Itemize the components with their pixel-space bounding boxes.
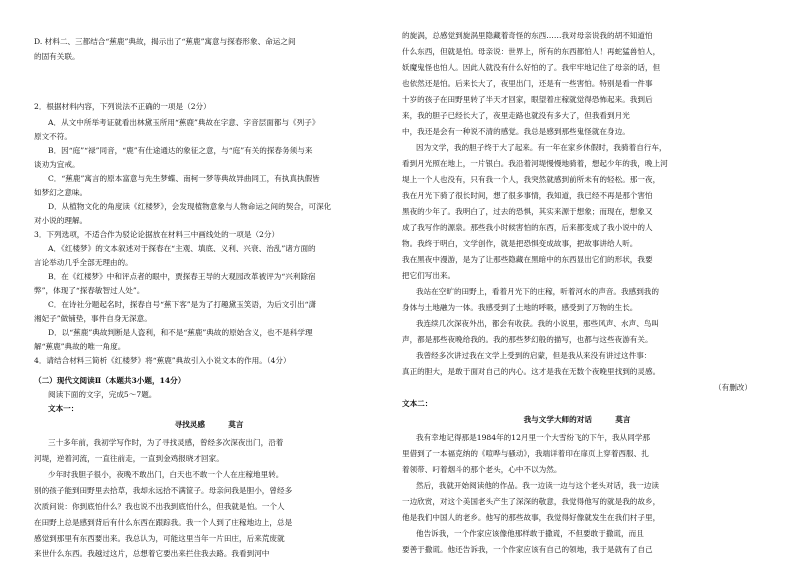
essay-cont-line-5: 十岁的孩子在田野里转了半天才回家，眼望着庄稼就觉得恐怖起来。我到后 xyxy=(402,95,653,104)
q1-option-d: D. 材料二、三都结合“蕉鹿”典故，揭示出了“蕉鹿”寓意与探春形象、命运之间 xyxy=(34,37,296,46)
q3-stem: 3．下列选项，不适合作为驳论论据放在材料三中画线处的一项是（2分） xyxy=(34,230,280,239)
essay-pa-line-3: 堤上一个人也没有，只有我一个人，我突然就感到前所未有的轻松。那一夜， xyxy=(402,175,661,184)
essay-cont-line-3: 妖魔鬼怪也怕人。因此人就没有什么好怕的了。我牢牢地记住了母亲的话，但 xyxy=(402,63,661,72)
essay-cont-line-1: 的旋涡，总感觉到旋涡里隐藏着奇怪的东西……我对母亲说我的胡不知道怕 xyxy=(402,31,653,40)
essay-pb-line-1: 我站在空旷的田野上，看着月光下的庄稼，听着河水的声音。我感到我的 xyxy=(416,287,659,296)
section-2-heading: （二）现代文阅读Ⅱ（本题共3小题，14分） xyxy=(34,376,186,385)
text2-title: 我与文学大师的对话 xyxy=(523,415,592,424)
q3-option-c-cont: 湘妃子”做铺垫，事件自身无深意。 xyxy=(34,314,152,323)
text2-title-line xyxy=(402,414,752,425)
essay-pa-line-4: 我在月光下骑了很长时间，想了很多事情，我知道，我已经不再是那个害怕 xyxy=(402,191,653,200)
q2-option-a: A．从文中所举考证就看出林黛玉所用“蕉鹿”典故在字意、字音层面都与《列子》 xyxy=(48,118,320,127)
q4-stem: 4．请结合材料三简析《红楼梦》将“蕉鹿”典故引入小说文本的作用。（4分） xyxy=(34,356,291,365)
essay-pa-line-2: 看到月光照在地上，一片银白。我沿着河堤慢慢地骑着，想起少年的我，晚上河 xyxy=(402,159,668,168)
q2-option-a-cont: 原文不符。 xyxy=(34,132,72,141)
q1-option-d-cont: 的固有关联。 xyxy=(34,52,80,61)
q3-option-d: D．以“蕉鹿”典故判断是人盗利，和不是“蕉鹿”典故的原始含义，也不是科学理 xyxy=(48,328,313,337)
essay-pa-line-8: 我在黑夜中漫游，是为了让那些隐藏在黑暗中的东西显出它们的形状，我要 xyxy=(402,255,653,264)
essay-p2-line-7: 来世什么东西。我越过这片，总想着它要出来拦住我去路。我看到河中 xyxy=(34,549,270,558)
q2-option-d: D．从植物文化的角度读《红楼梦》，会发现植物意象与人物命运之间的契合，可深化 xyxy=(48,202,332,211)
essay-pa-line-5: 黑夜的少年了。我明白了，过去的恐惧，其实来源于想象；而现在，想象又 xyxy=(402,207,653,216)
q3-option-a: A．《红楼梦》的文本叙述对于探春在“主观、填底、义利、兴衰、治乱”诸方面的 xyxy=(48,244,316,253)
essay-p2-line-2: 别的孩子能到田野里去拾草，我却永远拾不满筐子。母亲问我是胆小，曾经多 xyxy=(34,486,293,495)
essay-cont-line-6: 来，我的胆子已经长大了，夜里走路也就没有多大了，但我看到月光 xyxy=(402,111,630,120)
q3-option-c: C．在诗社分题起名时，探春自号“蕉下客”是为了打趣黛玉笑语，为后文引出“潇 xyxy=(48,300,317,309)
essay-pa-line-6: 成了我写作的源泉。那些我小时候害怕的东西，后来都变成了我小说中的人 xyxy=(402,223,653,232)
essay-pb-line-2: 身体与土地融为一体。我感受到了土地的呼吸，感受到了万物的生长。 xyxy=(402,303,638,312)
text1-label: 文本一： xyxy=(48,404,79,413)
q3-option-b-cont: 弊”，体现了“探春敏智过人处”。 xyxy=(34,286,145,295)
essay-title: 寻找灵感 xyxy=(174,420,205,429)
essay-p2-line-4: 在田野上总是感到背后有什么东西在跟踪我。我一个人到了庄稼地边上，总是 xyxy=(34,518,293,527)
q2-option-d-cont: 对小说的理解。 xyxy=(34,216,88,225)
essay-pa-line-7: 物。我终于明白，文学创作，就是把恐惧变成故事，把故事讲给人听。 xyxy=(402,239,638,248)
q2-option-c: C．“蕉鹿”寓言的原本富意与先生梦蝶、南柯一梦等典故异曲同工，有执真执假皆 xyxy=(48,174,320,183)
essay-pc-line-1: 我连续几次深夜外出，都会有收获。我的小说里，那些风声、水声、鸟叫 xyxy=(416,319,659,328)
text2-p1-line-2: 里借到了一本福克纳的《喧哗与骚动》，我端详着印在扉页上穿着西服、扎 xyxy=(402,449,649,458)
q3-option-d-cont: 解“蕉鹿”典故的唯一角度。 xyxy=(34,342,126,351)
q2-stem: 2．根据材料内容，下列说法不正确的一项是（2分） xyxy=(34,102,211,111)
essay-pd-line-2: 真正的胆大，是敢于面对自己的内心。这才是我在无数个夜晚里找到的灵感。 xyxy=(402,367,661,376)
essay-p2-line-3: 次质问说：你到底怕什么？我也说不出我到底怕什么，但我就是怕。一个人 xyxy=(34,502,285,511)
essay-title-line xyxy=(34,419,384,430)
q2-option-c-cont: 如梦幻之意味。 xyxy=(34,188,88,197)
essay-pa-line-1: 因为文学，我的胆子终于大了起来。有一年在家乡休假时，我骑着自行车， xyxy=(416,143,667,152)
essay-pc-line-2: 声，都是那些夜晚给我的。我的那些梦幻般的描写，也都与这些夜游有关。 xyxy=(402,335,653,344)
text2-p3-line-1: 他告诉我，一个作家应该像他那样敢于撒谎，不但要敢于撒谎，而且 xyxy=(416,529,644,538)
text2-p3-line-2: 要善于撒谎。他还告诉我，一个作家应该有自己的领地，我于是就有了自己 xyxy=(402,545,653,554)
text2-author: 莫言 xyxy=(615,415,631,424)
essay-cont-line-2: 什么东西，但就是怕。母亲说：世界上，所有的东西都怕人！再蛇猛兽怕人， xyxy=(402,47,661,56)
text2-p1-line-3: 着领带、叼着烟斗的那个老头，心中不以为然。 xyxy=(402,465,562,474)
essay-pd-line-1: 我曾经多次讲过我在文学上受到的启蒙，但是我从来没有讲过这件事： xyxy=(416,351,652,360)
reading-instruction: 阅读下面的文字，完成5～7题。 xyxy=(48,390,157,399)
q3-option-b: B．在《红楼梦》中和评点者的眼中，贾探春王导的大观园改革被评为“兴利除宿 xyxy=(48,272,316,281)
essay-p2-line-5: 感觉到那里有东西要出来。我总认为，可能这里当年一片田庄，后来荒废就 xyxy=(34,534,285,543)
source-note: （有删改） xyxy=(714,383,752,392)
essay-p2-line-1: 少年时我胆子很小，夜晚不敢出门，白天也不敢一个人在庄稼地里转。 xyxy=(48,470,284,479)
essay-pa-line-9: 把它们写出来。 xyxy=(402,271,456,280)
text2-p2-line-3: 他是我们中国人的老乡。他写的那些故事，我觉得好像就发生在我们村子里， xyxy=(402,513,661,522)
essay-cont-line-4: 也依然还是怕。后来长大了，夜里出门，还是有一些害怕。特别是看一件事 xyxy=(402,79,653,88)
essay-p1-line-2: 河堤，逆着河流，一直往前走，一直到金鸡报晓才回家。 xyxy=(34,454,224,463)
essay-p1-line-1: 三十多年前，我初学写作时，为了寻找灵感，曾经多次深夜出门，沿着 xyxy=(48,438,284,447)
q3-option-a-cont: 言论举动几乎全部无理由的。 xyxy=(34,258,133,267)
text2-p1-line-1: 我有幸地记得那是1984年的12月里一个大雪纷飞的下午，我从同学那 xyxy=(416,433,651,442)
essay-author: 莫言 xyxy=(228,420,244,429)
text2-p2-line-2: 一边欣赏，对这个美国老头产生了深深的敬意，我觉得他写的就是我的故乡， xyxy=(402,497,661,506)
essay-cont-line-7: 中，我还是会有一种说不清的感觉。我总是感到那些鬼怪就在身边。 xyxy=(402,127,630,136)
q2-option-b: B．因“庭”“禄”同音，“鹿”有仕途通达的象征之意，与“庭”有关的探春务须与来 xyxy=(48,146,313,155)
q2-option-b-cont: 谈劝为宜戒。 xyxy=(34,160,80,169)
text2-label: 文本二： xyxy=(402,399,433,408)
text2-p2-line-1: 然后，我就开始阅读他的作品。我一边读一边与这个老头对话，我一边读 xyxy=(416,481,659,490)
